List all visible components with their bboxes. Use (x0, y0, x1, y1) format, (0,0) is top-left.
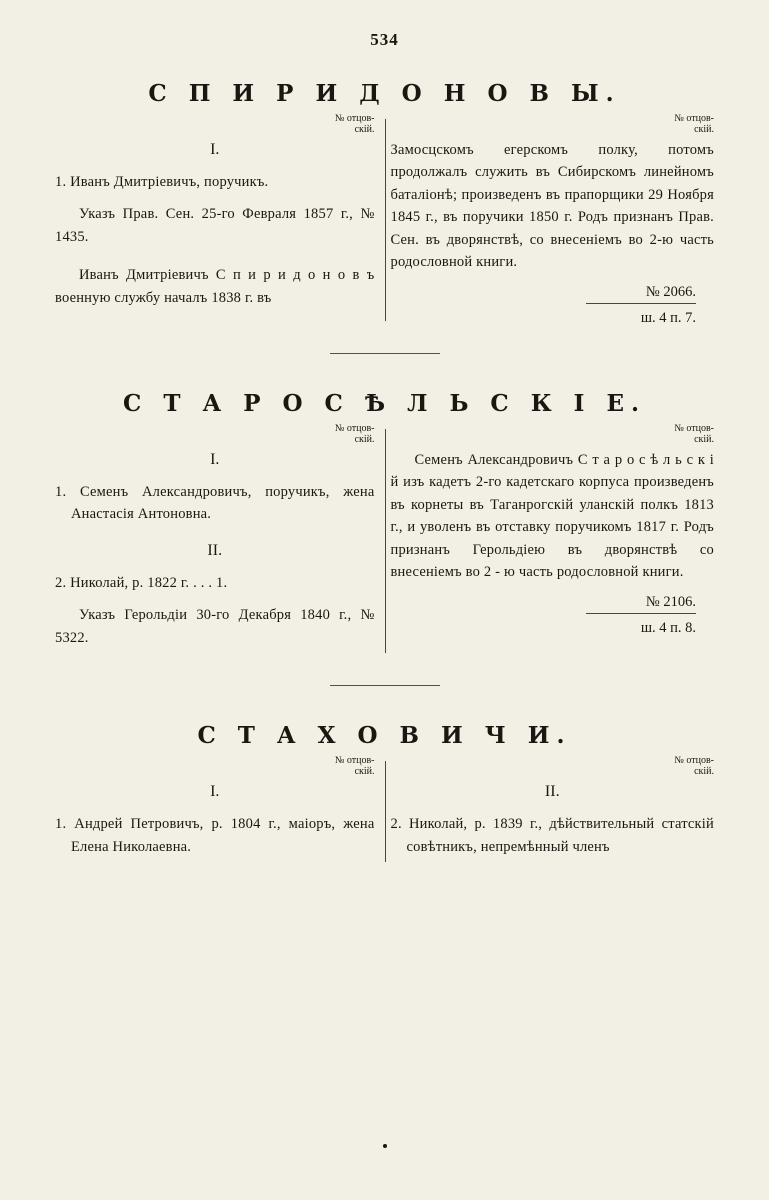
decree-note: Указъ Герольдiи 30-го Декабря 1840 г., № 5322. (55, 607, 375, 646)
record-rule (586, 303, 696, 304)
section-separator (330, 353, 440, 354)
record-rule (586, 613, 696, 614)
record-shelf (391, 620, 715, 637)
column-header-left (55, 755, 375, 781)
person-entry: 2. Николай, р. 1822 г. . . . 1. (55, 574, 228, 591)
column-header-line1: № отцов- (334, 422, 375, 434)
decree-note: Указъ Прав. Сен. 25-го Февраля 1857 г., № 1435. (55, 206, 375, 245)
column-header-line2: скiй. (354, 434, 375, 445)
column-header-line2: скiй. (694, 124, 714, 136)
record-number (391, 284, 715, 301)
two-column-layout (55, 423, 714, 659)
column-header-line2: скiй. (354, 766, 375, 778)
column-header-line2: скiй. (354, 124, 375, 136)
left-column (55, 423, 385, 659)
family-title: С П И Р И Д О Н О В Ы. (148, 80, 621, 107)
column-header-right (391, 423, 715, 449)
right-column (385, 423, 715, 659)
person-entry: 1. Андрей Петровичъ, р. 1804 г., маiоръ, жена Елена Николаевна. (55, 816, 375, 855)
column-header-line1: № отцов- (674, 755, 714, 767)
page-bottom-mark (383, 1144, 387, 1148)
record-number-value: № 2066. (645, 283, 696, 300)
column-header-line2: скiй. (694, 434, 714, 445)
column-header-line1: № отцов- (674, 113, 714, 124)
biography-text-continued: Замосцскомъ егерскомъ полку, потомъ продолжалъ служить въ Сибирскомъ линейномъ баталiонѣ; произведенъ въ прапорщики 29 Ноября 1845 г., въ поручики 1850 г. Родъ признанъ Прав. Сен. въ дворянствѣ, со внесенiемъ во 2-ю часть родословной книги. (390, 142, 714, 271)
record-shelf (391, 310, 715, 327)
generation-number: I. (210, 783, 220, 801)
generation-number: I. (210, 141, 220, 158)
right-column (385, 755, 715, 868)
person-entry: 2. Николай, р. 1839 г., дѣйствительный статскiй совѣтникъ, непремѣнный членъ (390, 816, 714, 855)
left-column (55, 113, 385, 327)
biography-text: Семенъ Александровичъ С т а р о с ѣ л ь с к i й изъ кадетъ 2-го кадетскаго корпуса произведенъ въ корнеты въ Таганрогскiй уланскiй полкъ 1813 г., и уволенъ въ отставку поручикомъ 1817 г. Родъ признанъ Герольдiею въ дворянствѣ со внесенiемъ во 2 - ю часть родословной книги. (390, 451, 714, 581)
column-header-line1: № отцов- (334, 755, 375, 767)
record-shelf-value: ш. 4 п. 8. (640, 619, 696, 636)
left-column (55, 755, 385, 868)
family-title: С Т А Р О С Ѣ Л Ь С К І Е. (123, 389, 646, 417)
person-entry: 1. Семенъ Александровичъ, поручикъ, жена Анастасiя Антоновна. (55, 483, 375, 523)
column-header-line2: скiй. (694, 766, 714, 778)
generation-number-two: II. (207, 541, 223, 559)
two-column-layout (55, 113, 714, 327)
right-column (385, 113, 715, 327)
family-title: С Т А Х О В И Ч И. (197, 722, 572, 750)
column-header-left (55, 423, 375, 449)
record-shelf-value: ш. 4 п. 7. (640, 309, 696, 326)
family-section-stakhovichi (55, 722, 714, 868)
column-header-line1: № отцов- (674, 422, 714, 434)
two-column-layout (55, 755, 714, 868)
record-number (391, 594, 715, 611)
person-entry: 1. Иванъ Дмитрiевичъ, поручикъ. (55, 174, 269, 190)
family-section-staroselskie (55, 390, 714, 659)
record-number-value: № 2106. (645, 593, 696, 610)
generation-number: II. (544, 783, 560, 801)
column-header-right (391, 755, 715, 781)
biography-text: Иванъ Дмитрiевичъ С п и р и д о н о в ъ военную службу началъ 1838 г. въ (55, 267, 375, 306)
column-header-line1: № отцов- (334, 113, 375, 124)
page-number: 534 (370, 30, 399, 49)
generation-number: I. (210, 450, 220, 468)
family-section-spiridonovy (55, 80, 714, 327)
section-separator (330, 685, 440, 686)
column-header-left (55, 113, 375, 139)
column-header-right (391, 113, 715, 139)
